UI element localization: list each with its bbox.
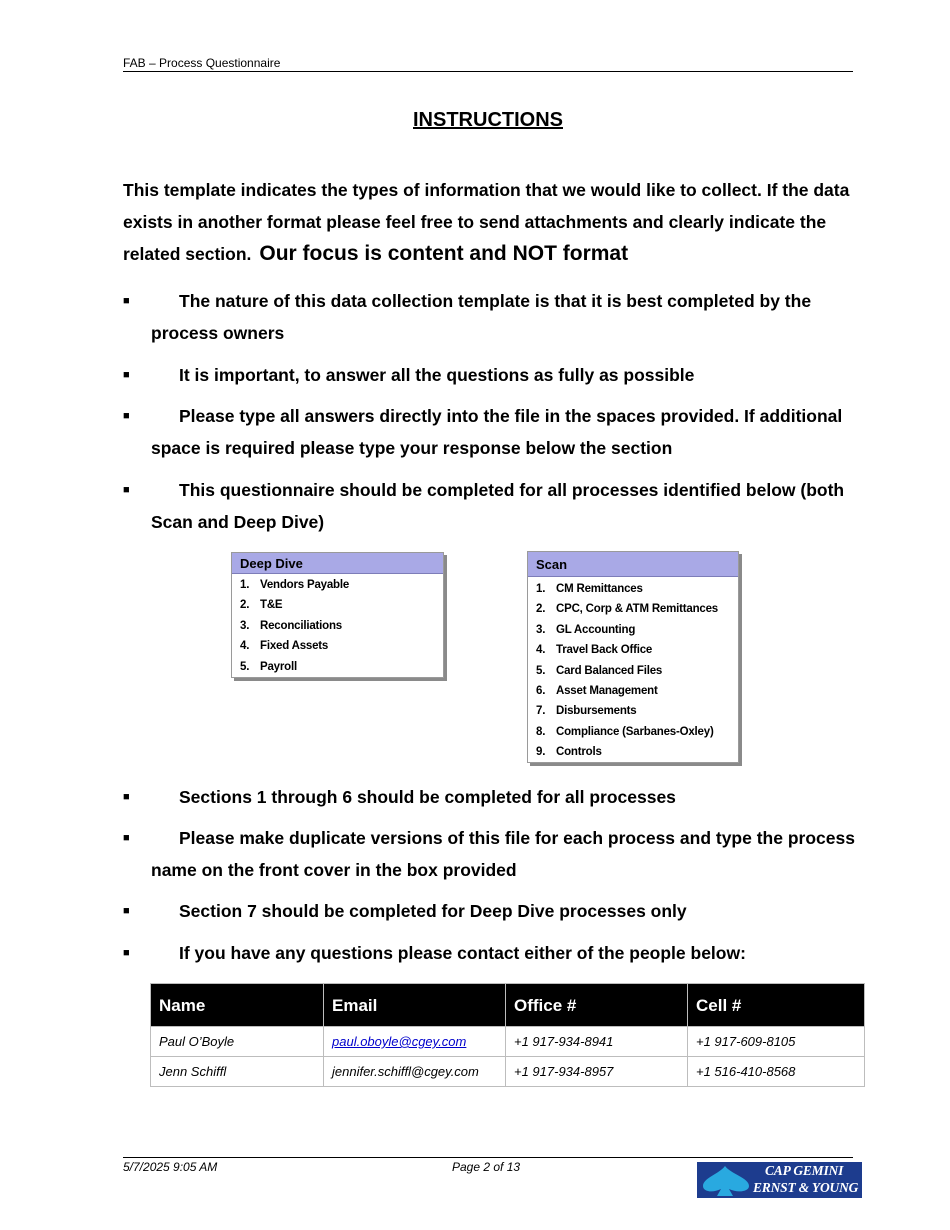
column-header-office: Office # xyxy=(506,984,688,1027)
contact-name: Jenn Schiffl xyxy=(151,1057,324,1087)
footer-date: 5/7/2025 9:05 AM xyxy=(123,1160,218,1174)
bullet-item: ■ Sections 1 through 6 should be completed for all processes xyxy=(151,781,863,813)
page-header: FAB – Process Questionnaire xyxy=(123,56,281,70)
list-item: 1. Vendors Payable xyxy=(240,579,350,591)
contact-office: +1 917-934-8957 xyxy=(506,1057,688,1087)
list-item: 5. Card Balanced Files xyxy=(536,664,663,677)
list-item: 4. Fixed Assets xyxy=(240,640,329,653)
bullet-item: ■ Section 7 should be completed for Deep Dive processes only xyxy=(151,895,863,927)
column-header-email: Email xyxy=(324,984,506,1027)
deep-dive-title: Deep Dive xyxy=(232,553,443,574)
list-item: 5. Payroll xyxy=(240,660,297,673)
list-item: 2. CPC, Corp & ATM Remittances xyxy=(536,603,719,616)
list-item: 8. Compliance (Sarbanes-Oxley) xyxy=(536,725,714,738)
scan-title: Scan xyxy=(528,552,738,577)
bullet-item: ■ Please type all answers directly into the file in the spaces provided. If additional space is required please type your response below the section xyxy=(151,400,863,464)
bullet-item: ■ The nature of this data collection template is that it is best completed by the process owners xyxy=(151,285,863,349)
list-item: 9. Controls xyxy=(536,746,602,759)
bullet-item: ■ This questionnaire should be completed for all processes identified below (both Scan and Deep Dive) xyxy=(151,474,863,538)
bullet-square-icon: ■ xyxy=(123,410,130,422)
list-item: 3. GL Accounting xyxy=(536,623,636,636)
bullet-square-icon: ■ xyxy=(123,947,130,959)
bullet-square-icon: ■ xyxy=(123,484,130,496)
intro-paragraph xyxy=(123,174,853,270)
table-row xyxy=(151,1057,865,1087)
bullet-square-icon: ■ xyxy=(123,369,130,381)
contacts-table xyxy=(150,983,865,1087)
bullet-square-icon: ■ xyxy=(123,905,130,917)
scan-list xyxy=(528,577,738,762)
list-item: 7. Disbursements xyxy=(536,705,637,718)
table-header-row xyxy=(151,984,865,1027)
list-item: 3. Reconciliations xyxy=(240,619,342,632)
bullet-item: ■ If you have any questions please contact either of the people below: xyxy=(151,937,863,969)
bullet-square-icon: ■ xyxy=(123,832,130,844)
bullet-item: ■ It is important, to answer all the questions as fully as possible xyxy=(151,359,863,391)
list-item: 1. CM Remittances xyxy=(536,583,643,595)
header-divider xyxy=(123,71,853,72)
footer-divider xyxy=(123,1157,853,1158)
contact-email: jennifer.schiffl@cgey.com xyxy=(324,1057,506,1087)
list-item: 2. T&E xyxy=(240,599,283,612)
contact-name: Paul O’Boyle xyxy=(151,1027,324,1057)
intro-text: This template indicates the types of information that we would like to collect. If the data exists in another format please feel free to send attachments and clearly indicate the related section. xyxy=(123,180,850,264)
contact-cell: +1 516-410-8568 xyxy=(688,1057,865,1087)
email-link[interactable]: paul.oboyle@cgey.com xyxy=(332,1034,467,1049)
list-item: 6. Asset Management xyxy=(536,684,658,697)
deep-dive-list xyxy=(232,574,443,681)
contact-office: +1 917-934-8941 xyxy=(506,1027,688,1057)
logo-line-1: CAP GEMINI xyxy=(765,1163,844,1178)
deep-dive-panel xyxy=(231,552,444,678)
bullet-square-icon: ■ xyxy=(123,791,130,803)
contact-email xyxy=(324,1027,506,1057)
contact-cell: +1 917-609-8105 xyxy=(688,1027,865,1057)
bullet-item: ■ Please make duplicate versions of this file for each process and type the process name on the front cover in the box provided xyxy=(151,822,863,886)
footer-page-number: Page 2 of 13 xyxy=(452,1160,521,1174)
logo-line-2: ERNST & YOUNG xyxy=(753,1180,859,1195)
bullet-square-icon: ■ xyxy=(123,295,130,307)
column-header-name: Name xyxy=(151,984,324,1027)
scan-panel xyxy=(527,551,739,763)
page-title: INSTRUCTIONS xyxy=(413,109,563,131)
table-row xyxy=(151,1027,865,1057)
intro-emphasis: Our focus is content and NOT format xyxy=(259,242,629,265)
column-header-cell: Cell # xyxy=(688,984,865,1027)
company-logo xyxy=(697,1162,862,1198)
list-item: 4. Travel Back Office xyxy=(536,644,653,657)
